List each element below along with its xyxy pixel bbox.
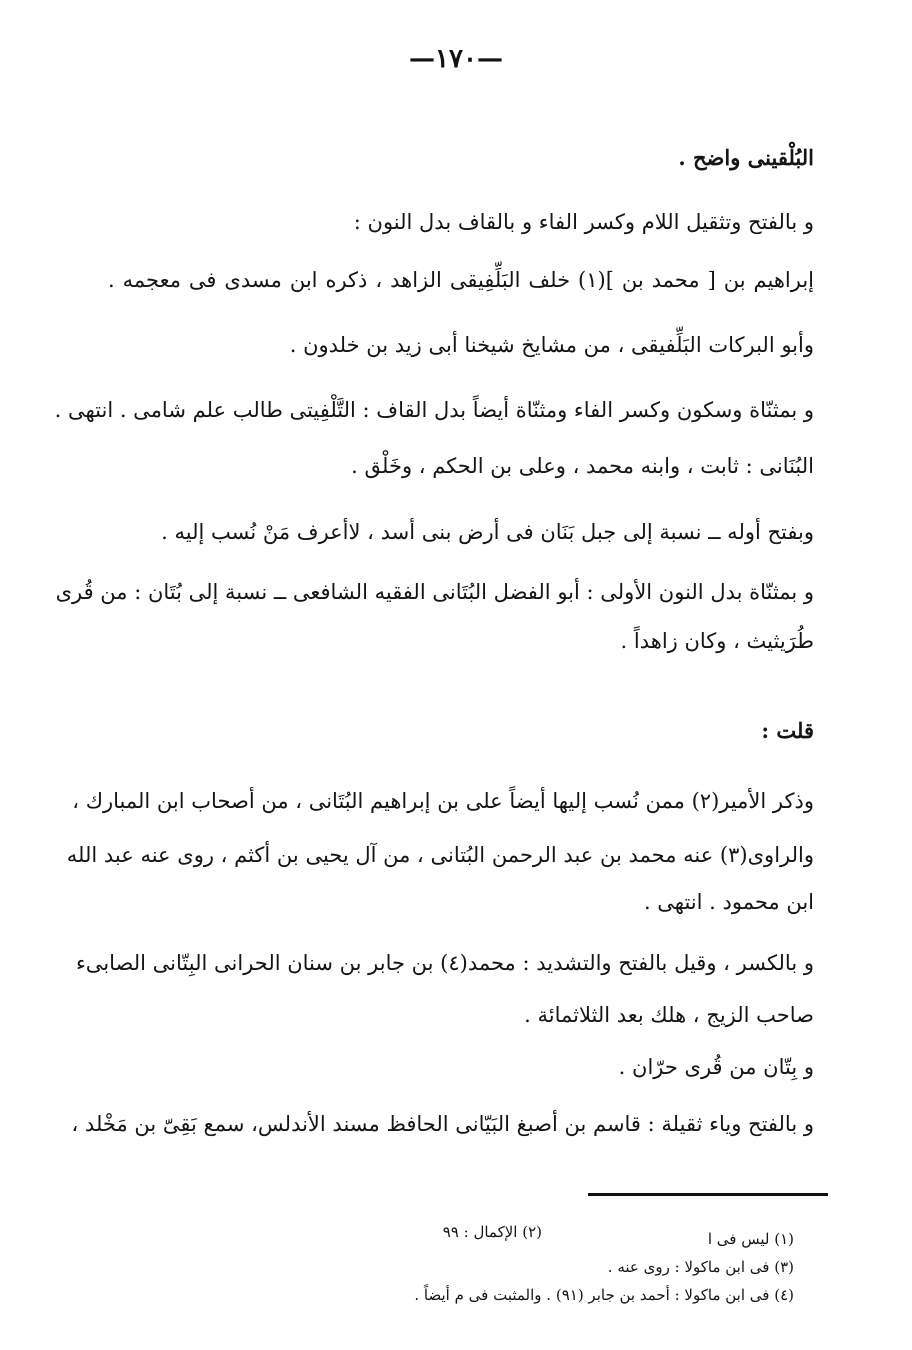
page-number: —١٧٠—	[409, 44, 503, 74]
text-line: و بمثنّاة وسكون وكسر الفاء ومثنّاة أيضاً بدل القاف : التَّلْفِيتى طالب علم شامى . انتهى .	[54, 398, 814, 422]
text-line: وذكر الأمير(٢) ممن نُسب إليها أيضاً على بن إبراهيم البُتَانى ، من أصحاب ابن المبارك ،	[72, 789, 814, 813]
text-line: وأبو البركات البَلِّفيقى ، من مشايخ شيخنا أبى زيد بن خلدون .	[289, 333, 814, 357]
footnote-3: (٣) فى ابن ماكولا : روى عنه .	[607, 1258, 794, 1276]
text-line: وبفتح أوله ــ نسبة إلى جبل بَنَان فى أرض بنى أسد ، لاأعرف مَنْ نُسب إليه .	[161, 520, 814, 544]
text-line: صاحب الزيج ، هلك بعد الثلاثمائة .	[524, 1003, 814, 1027]
text-line: و بالفتح وتثقيل اللام وكسر الفاء و بالقاف بدل النون :	[353, 210, 814, 234]
text-line: و بالكسر ، وقيل بالفتح والتشديد : محمد(٤) بن جابر بن سنان الحرانى البِتّانى الصابىء	[75, 951, 814, 975]
text-line: البُلْقينى واضح .	[678, 145, 814, 170]
text-line: ابن محمود . انتهى .	[643, 890, 814, 914]
text-line: البُنَانى : ثابت ، وابنه محمد ، وعلى بن الحكم ، وخَلْق .	[351, 454, 814, 478]
text-line: والراوى(٣) عنه محمد بن عبد الرحمن البُتانى ، من آل يحيى بن أكثم ، روى عنه عبد الله	[66, 843, 814, 867]
text-line: طُرَيثيث ، وكان زاهداً .	[620, 629, 814, 653]
footnote-divider	[588, 1193, 828, 1196]
footnote-1: (١) ليس فى ا	[707, 1230, 794, 1248]
section-heading: قلت :	[761, 718, 814, 743]
text-line: و بِتّان من قُرى حرّان .	[618, 1055, 814, 1079]
text-line: إبراهيم بن [ محمد بن ](١) خلف البَلِّفِيقى الزاهد ، ذكره ابن مسدى فى معجمه .	[108, 268, 814, 292]
footnote-2: (٢) الإكمال : ٩٩	[442, 1223, 542, 1241]
footnote-4: (٤) فى ابن ماكولا : أحمد بن جابر (٩١) . والمثبت فى م أيضاً .	[414, 1286, 794, 1304]
text-line: و بالفتح وياء ثقيلة : قاسم بن أصبغ البَيّانى الحافظ مسند الأندلس، سمع بَقِىّ بن مَخْلد ،	[71, 1112, 814, 1136]
text-line: و بمثنّاة بدل النون الأولى : أبو الفضل البُتَانى الفقيه الشافعى ــ نسبة إلى بُتَان : من قُرى	[55, 580, 814, 604]
